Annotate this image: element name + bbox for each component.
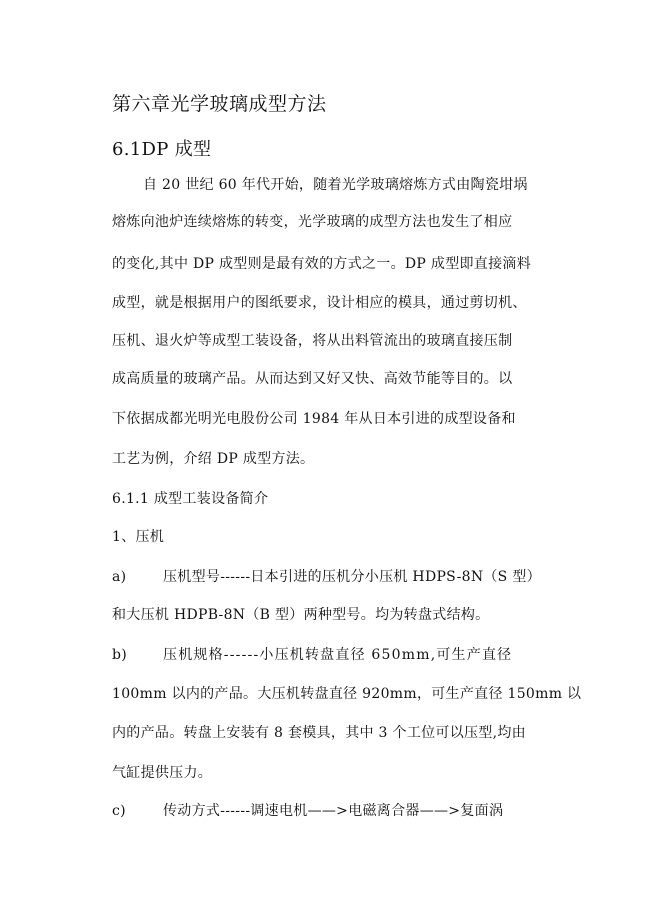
chapter-title: 第六章光学玻璃成型方法: [112, 93, 327, 115]
paragraph-line: 下依据成都光明光电股份公司 1984 年从日本引进的成型设备和: [112, 411, 516, 427]
paragraph-line: 压机、退火炉等成型工装设备，将从出料管流出的玻璃直接压制: [112, 333, 513, 349]
paragraph-line: 100mm 以内的产品。大压机转盘直径 920mm，可生产直径 150mm 以: [112, 686, 582, 702]
paragraph-line: 气缸提供压力。: [112, 765, 213, 781]
item-marker: a): [112, 569, 127, 585]
paragraph-line: 工艺为例，介绍 DP 成型方法。: [112, 451, 315, 467]
paragraph-line: 自 20 世纪 60 年代开始，随着光学玻璃熔炼方式由陶瓷坩埚: [143, 177, 528, 193]
paragraph-line: 成高质量的玻璃产品。从而达到又好又快、高效节能等目的。以: [112, 371, 513, 387]
paragraph-line: 压机型号------日本引进的压机分小压机 HDPS-8N（S 型）: [163, 569, 541, 585]
paragraph-line: 的变化,其中 DP 成型则是最有效的方式之一。DP 成型即直接滴料: [112, 256, 531, 272]
item-marker: b): [112, 647, 128, 663]
subsection-title: 6.1.1 成型工装设备简介: [112, 491, 269, 507]
paragraph-line: 内的产品。转盘上安装有 8 套模具，其中 3 个工位可以压型,均由: [112, 725, 526, 741]
paragraph-line: 和大压机 HDPB-8N（B 型）两种型号。均为转盘式结构。: [112, 607, 490, 623]
paragraph-line: 熔炼向池炉连续熔炼的转变，光学玻璃的成型方法也发生了相应: [112, 214, 513, 230]
item-heading: 1、压机: [112, 529, 165, 545]
paragraph-line: 成型，就是根据用户的图纸要求，设计相应的模具，通过剪切机、: [112, 295, 527, 311]
section-title: 6.1DP 成型: [112, 139, 212, 160]
paragraph-line: 传动方式------调速电机——>电磁离合器——>复面涡: [163, 803, 504, 819]
paragraph-line: 压机规格------小压机转盘直径 650mm,可生产直径: [163, 647, 513, 663]
item-marker: c): [112, 803, 126, 819]
